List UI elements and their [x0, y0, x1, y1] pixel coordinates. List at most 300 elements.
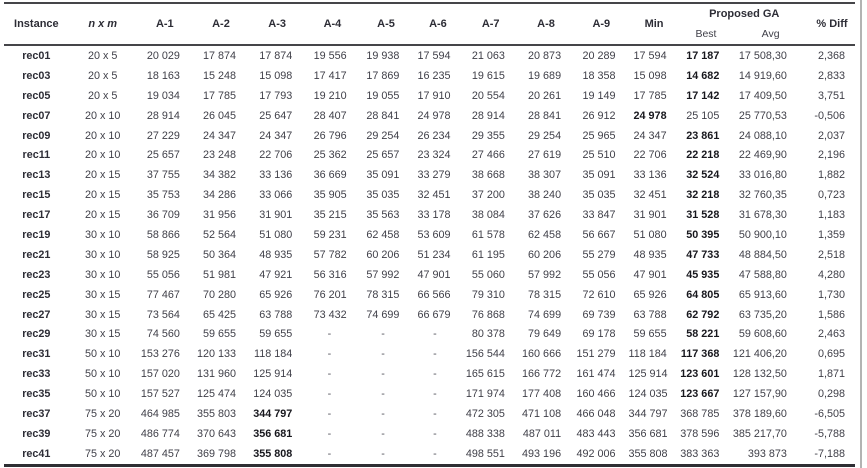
cell-min: 15 098: [633, 69, 667, 82]
cell-a6: -: [433, 447, 437, 460]
cell-min: 32 451: [633, 189, 667, 202]
cell-a9: 69 739: [582, 308, 616, 321]
cell-a2: 52 564: [203, 228, 237, 241]
cell-ga-best: 17 187: [686, 49, 720, 62]
cell-instance: rec35: [22, 388, 51, 401]
cell-a4: -: [327, 328, 332, 341]
cell-size: 30 x 10: [85, 248, 121, 261]
cell-percent-diff: 3,751: [817, 89, 845, 102]
cell-instance: rec05: [22, 89, 51, 102]
cell-instance: rec33: [22, 368, 51, 381]
table-row: [4, 225, 855, 245]
cell-a4: -: [327, 368, 332, 381]
cell-ga-avg: 47 588,80: [738, 268, 787, 281]
col-header-a9: A-9: [592, 18, 611, 30]
cell-size: 75 x 20: [85, 427, 121, 440]
cell-a6: -: [433, 388, 437, 401]
cell-a8: 78 315: [528, 288, 562, 301]
cell-a6: 53 609: [417, 228, 451, 241]
cell-percent-diff: 0,298: [817, 388, 845, 401]
cell-a7: 472 305: [465, 407, 505, 420]
cell-instance: rec11: [22, 149, 51, 162]
cell-a7: 21 063: [471, 49, 505, 62]
cell-a7: 488 338: [465, 427, 505, 440]
cell-a5: -: [381, 388, 385, 401]
cell-min: 17 594: [633, 49, 667, 62]
cell-ga-avg: 32 760,35: [738, 189, 787, 202]
cell-a8: 38 240: [528, 189, 562, 202]
cell-ga-best: 368 785: [680, 407, 720, 420]
cell-a3: 65 926: [259, 288, 293, 301]
cell-a8: 38 307: [528, 169, 562, 182]
cell-percent-diff: 1,586: [817, 308, 845, 321]
cell-instance: rec09: [22, 129, 51, 142]
cell-a9: 55 279: [582, 248, 616, 261]
col-header-best: Best: [695, 28, 717, 40]
cell-min: 344 797: [628, 407, 668, 420]
cell-a2: 17 785: [203, 89, 237, 102]
cell-instance: rec19: [22, 228, 51, 241]
cell-a7: 55 060: [471, 268, 505, 281]
benchmark-comparison-table: [4, 2, 855, 467]
cell-a6: 32 451: [417, 189, 451, 202]
cell-instance: rec31: [22, 348, 51, 361]
cell-a8: 493 196: [522, 447, 562, 460]
cell-a5: -: [381, 368, 385, 381]
cell-percent-diff: -6,505: [814, 407, 845, 420]
cell-a1: 28 914: [146, 109, 180, 122]
table-row: [4, 66, 855, 86]
cell-instance: rec29: [22, 328, 51, 341]
cell-min: 22 706: [633, 149, 667, 162]
cell-ga-best: 47 733: [686, 248, 720, 261]
cell-a6: -: [433, 407, 437, 420]
table-row: [4, 86, 855, 106]
cell-a9: 161 474: [576, 368, 616, 381]
cell-a5: 17 869: [366, 69, 400, 82]
cell-a8: 37 626: [528, 209, 562, 222]
cell-a4: 35 905: [313, 189, 347, 202]
table-row: [4, 185, 855, 205]
cell-a1: 58 866: [146, 228, 180, 241]
cell-min: 118 184: [628, 348, 667, 361]
cell-a9: 25 510: [582, 149, 616, 162]
cell-ga-avg: 25 770,53: [738, 109, 787, 122]
cell-percent-diff: 0,723: [817, 189, 845, 202]
table-row: [4, 424, 855, 444]
cell-percent-diff: -0,506: [814, 109, 845, 122]
cell-a5: -: [381, 407, 385, 420]
cell-min: 33 136: [633, 169, 667, 182]
table-row: [4, 205, 855, 225]
cell-a4: 57 782: [313, 248, 347, 261]
cell-instance: rec27: [22, 308, 51, 321]
cell-ga-best: 32 524: [686, 169, 720, 182]
cell-ga-best: 383 363: [680, 447, 720, 460]
table-row: [4, 305, 855, 325]
cell-a2: 70 280: [203, 288, 237, 301]
cell-a7: 37 200: [471, 189, 505, 202]
cell-ga-avg: 393 873: [747, 447, 787, 460]
cell-a9: 72 610: [582, 288, 616, 301]
cell-min: 24 347: [633, 129, 667, 142]
table-row: [4, 285, 855, 305]
cell-ga-best: 14 682: [686, 69, 720, 82]
cell-a5: -: [381, 447, 385, 460]
cell-a8: 60 206: [528, 248, 562, 261]
cell-a6: 47 901: [417, 268, 451, 281]
cell-ga-best: 50 395: [686, 228, 720, 241]
cell-a1: 19 034: [146, 89, 180, 102]
cell-a5: 35 091: [366, 169, 400, 182]
cell-ga-best: 45 935: [686, 268, 720, 281]
col-header-size: n x m: [88, 18, 118, 30]
cell-percent-diff: 1,871: [817, 368, 845, 381]
cell-ga-best: 22 218: [686, 149, 720, 162]
cell-a1: 77 467: [146, 288, 180, 301]
cell-a2: 131 960: [197, 368, 237, 381]
table-row: [4, 404, 855, 424]
col-header-proposed-ga: Proposed GA: [709, 8, 780, 20]
cell-a4: -: [327, 348, 332, 361]
col-header-a3: A-3: [268, 18, 286, 30]
cell-min: 17 785: [633, 89, 667, 102]
col-header-a2: A-2: [212, 18, 230, 30]
cell-ga-best: 123 667: [680, 388, 720, 401]
cell-a4: 28 407: [313, 109, 347, 122]
cell-ga-avg: 385 217,70: [732, 427, 787, 440]
cell-a3: 15 098: [259, 69, 293, 82]
cell-ga-avg: 50 900,10: [738, 228, 787, 241]
table-row: [4, 444, 855, 465]
cell-size: 30 x 10: [85, 268, 121, 281]
cell-a8: 177 408: [522, 388, 562, 401]
cell-a6: 33 178: [417, 209, 451, 222]
cell-a2: 24 347: [203, 129, 237, 142]
col-header-a1: A-1: [155, 18, 174, 30]
cell-a7: 27 466: [471, 149, 505, 162]
cell-ga-best: 58 221: [686, 328, 720, 341]
cell-size: 20 x 5: [88, 69, 118, 82]
cell-percent-diff: 2,368: [817, 49, 845, 62]
cell-ga-avg: 127 157,90: [732, 388, 787, 401]
table-row: [4, 364, 855, 384]
cell-a5: 19 938: [366, 49, 400, 62]
cell-a6: -: [433, 328, 437, 341]
cell-ga-best: 23 861: [686, 129, 720, 142]
cell-instance: rec23: [22, 268, 51, 281]
cell-a5: 74 699: [366, 308, 400, 321]
cell-a5: -: [381, 328, 385, 341]
cell-min: 24 978: [633, 109, 667, 122]
table-row: [4, 165, 855, 185]
cell-a3: 63 788: [259, 308, 293, 321]
cell-instance: rec39: [22, 427, 51, 440]
cell-ga-avg: 33 016,80: [738, 169, 787, 182]
cell-a9: 20 289: [582, 49, 616, 62]
table-row: [4, 245, 855, 265]
table-row: [4, 145, 855, 165]
cell-min: 59 655: [633, 328, 667, 341]
cell-a1: 55 056: [146, 268, 180, 281]
cell-a2: 15 248: [203, 69, 237, 82]
cell-a7: 76 868: [471, 308, 505, 321]
cell-a7: 80 378: [471, 328, 505, 341]
cell-a4: 36 669: [313, 169, 347, 182]
cell-a5: 25 657: [366, 149, 400, 162]
cell-a7: 156 544: [465, 348, 505, 361]
cell-a9: 19 149: [582, 89, 616, 102]
cell-percent-diff: 2,463: [817, 328, 845, 341]
cell-min: 31 901: [633, 209, 667, 222]
cell-a6: -: [433, 427, 437, 440]
cell-a7: 171 974: [465, 388, 505, 401]
cell-percent-diff: 1,882: [817, 169, 845, 182]
cell-a4: 73 432: [313, 308, 347, 321]
table-row: [4, 126, 855, 146]
cell-a9: 466 048: [576, 407, 616, 420]
cell-a8: 19 689: [528, 69, 562, 82]
cell-size: 30 x 15: [85, 288, 121, 301]
cell-ga-avg: 22 469,90: [738, 149, 787, 162]
cell-a4: -: [327, 407, 332, 420]
cell-a6: 26 234: [417, 129, 451, 142]
cell-min: 47 901: [633, 268, 667, 281]
cell-a6: 24 978: [417, 109, 451, 122]
cell-a9: 492 006: [576, 447, 616, 460]
cell-size: 20 x 15: [85, 209, 121, 222]
cell-a2: 120 133: [197, 348, 237, 361]
cell-size: 50 x 10: [85, 388, 121, 401]
cell-size: 20 x 15: [85, 189, 121, 202]
cell-a8: 471 108: [522, 407, 562, 420]
cell-percent-diff: 1,359: [817, 228, 845, 241]
cell-a4: 19 210: [313, 89, 347, 102]
cell-a3: 17 874: [259, 49, 293, 62]
cell-a6: 17 910: [417, 89, 451, 102]
cell-a4: -: [327, 388, 332, 401]
cell-a2: 369 798: [197, 447, 237, 460]
cell-a2: 125 474: [197, 388, 237, 401]
results-table: [4, 2, 855, 467]
cell-a3: 47 921: [259, 268, 293, 281]
cell-a3: 118 184: [253, 348, 293, 361]
cell-a8: 166 772: [522, 368, 562, 381]
cell-instance: rec21: [22, 248, 51, 261]
cell-ga-avg: 48 884,50: [738, 248, 787, 261]
cell-ga-avg: 17 409,50: [738, 89, 787, 102]
cell-a8: 20 873: [528, 49, 562, 62]
cell-min: 125 914: [628, 368, 668, 381]
cell-a6: 16 235: [417, 69, 451, 82]
cell-a9: 69 178: [582, 328, 616, 341]
cell-a1: 25 657: [146, 149, 180, 162]
cell-a3: 125 914: [253, 368, 293, 381]
cell-ga-best: 62 792: [686, 308, 720, 321]
cell-a9: 33 847: [582, 209, 616, 222]
cell-a2: 370 643: [197, 427, 237, 440]
cell-size: 30 x 10: [85, 228, 121, 241]
cell-min: 124 035: [628, 388, 668, 401]
cell-ga-best: 32 218: [686, 189, 720, 202]
table-row: [4, 344, 855, 364]
cell-a4: 35 215: [313, 209, 347, 222]
cell-instance: rec37: [22, 407, 51, 420]
cell-a9: 35 091: [582, 169, 616, 182]
cell-size: 20 x 10: [85, 129, 121, 142]
cell-a2: 59 655: [203, 328, 237, 341]
cell-percent-diff: 0,695: [817, 348, 845, 361]
cell-a9: 160 466: [576, 388, 616, 401]
cell-a1: 74 560: [146, 328, 180, 341]
cell-percent-diff: -5,788: [814, 427, 845, 440]
cell-a9: 18 358: [582, 69, 616, 82]
cell-a2: 34 286: [203, 189, 237, 202]
cell-ga-best: 123 601: [680, 368, 720, 381]
cell-size: 30 x 15: [85, 328, 121, 341]
cell-a5: 62 458: [366, 228, 400, 241]
cell-a7: 28 914: [471, 109, 505, 122]
table-row: [4, 324, 855, 344]
cell-a6: 66 566: [417, 288, 451, 301]
cell-a8: 79 649: [528, 328, 562, 341]
cell-min: 65 926: [633, 288, 667, 301]
cell-a6: 51 234: [417, 248, 451, 261]
cell-a3: 33 066: [259, 189, 293, 202]
cell-a3: 51 080: [259, 228, 293, 241]
cell-size: 20 x 5: [88, 49, 118, 62]
cell-a4: 76 201: [313, 288, 347, 301]
cell-a1: 157 020: [140, 368, 180, 381]
cell-a5: -: [381, 348, 385, 361]
cell-ga-avg: 59 608,60: [738, 328, 787, 341]
cell-a7: 29 355: [471, 129, 505, 142]
cell-a1: 73 564: [146, 308, 180, 321]
cell-size: 75 x 20: [85, 447, 121, 460]
cell-a5: -: [381, 427, 385, 440]
cell-a9: 151 279: [576, 348, 616, 361]
cell-a9: 25 965: [582, 129, 616, 142]
cell-instance: rec17: [22, 209, 51, 222]
cell-a4: 56 316: [313, 268, 347, 281]
cell-a8: 29 254: [528, 129, 562, 142]
col-header-a8: A-8: [537, 18, 555, 30]
cell-a8: 487 011: [522, 427, 562, 440]
cell-percent-diff: 1,183: [817, 209, 845, 222]
cell-a5: 60 206: [366, 248, 400, 261]
cell-ga-best: 64 805: [686, 288, 720, 301]
cell-a3: 25 647: [259, 109, 293, 122]
cell-a3: 356 681: [253, 427, 293, 440]
col-header-a6: A-6: [429, 18, 447, 30]
cell-a6: -: [433, 368, 437, 381]
cell-ga-avg: 128 132,50: [732, 368, 787, 381]
cell-a2: 26 045: [203, 109, 237, 122]
cell-a1: 153 276: [140, 348, 180, 361]
cell-min: 355 808: [628, 447, 668, 460]
cell-instance: rec25: [22, 288, 51, 301]
cell-size: 20 x 10: [85, 149, 121, 162]
col-header-a7: A-7: [481, 18, 500, 30]
cell-size: 75 x 20: [85, 407, 121, 420]
cell-ga-best: 31 528: [686, 209, 720, 222]
cell-a8: 57 992: [528, 268, 562, 281]
cell-ga-best: 25 105: [686, 109, 720, 122]
cell-percent-diff: 2,196: [817, 149, 845, 162]
cell-a6: 66 679: [417, 308, 451, 321]
cell-ga-avg: 65 913,60: [738, 288, 787, 301]
cell-a9: 35 035: [582, 189, 616, 202]
cell-a5: 35 563: [366, 209, 400, 222]
cell-a2: 65 425: [203, 308, 237, 321]
cell-ga-avg: 31 678,30: [738, 209, 787, 222]
cell-ga-best: 378 596: [680, 427, 720, 440]
col-header-a5: A-5: [377, 18, 395, 30]
cell-a5: 19 055: [366, 89, 400, 102]
cell-percent-diff: -7,188: [814, 447, 845, 460]
cell-a1: 37 755: [146, 169, 180, 182]
cell-min: 356 681: [628, 427, 668, 440]
cell-a3: 33 136: [259, 169, 293, 182]
cell-a3: 22 706: [259, 149, 293, 162]
cell-a7: 20 554: [471, 89, 505, 102]
cell-a3: 31 901: [259, 209, 293, 222]
cell-a7: 498 551: [465, 447, 505, 460]
cell-size: 20 x 5: [88, 89, 118, 102]
cell-a3: 17 793: [259, 89, 293, 102]
cell-percent-diff: 1,730: [817, 288, 845, 301]
col-header-instance: Instance: [14, 18, 59, 30]
cell-a1: 157 527: [140, 388, 180, 401]
cell-size: 20 x 15: [85, 169, 121, 182]
cell-a1: 464 985: [140, 407, 180, 420]
cell-min: 51 080: [633, 228, 667, 241]
cell-a9: 55 056: [582, 268, 616, 281]
table-header: [4, 3, 855, 45]
col-header-min: Min: [644, 18, 664, 30]
cell-a4: 26 796: [313, 129, 347, 142]
cell-min: 48 935: [633, 248, 667, 261]
cell-instance: rec15: [22, 189, 51, 202]
cell-a4: 17 417: [313, 69, 347, 82]
col-header-avg: Avg: [761, 28, 780, 40]
cell-instance: rec01: [22, 49, 51, 62]
cell-a1: 58 925: [146, 248, 180, 261]
cell-percent-diff: 4,280: [817, 268, 845, 281]
cell-a9: 483 443: [576, 427, 616, 440]
cell-a3: 124 035: [253, 388, 293, 401]
cell-a8: 160 666: [522, 348, 562, 361]
cell-a4: -: [327, 447, 332, 460]
cell-a1: 35 753: [146, 189, 180, 202]
table-row: [4, 45, 855, 66]
cell-a8: 74 699: [528, 308, 562, 321]
cell-size: 20 x 10: [85, 109, 121, 122]
cell-a3: 344 797: [253, 407, 293, 420]
cell-a2: 31 956: [203, 209, 237, 222]
cell-a2: 51 981: [203, 268, 237, 281]
cell-a2: 23 248: [203, 149, 237, 162]
cell-a7: 165 615: [465, 368, 505, 381]
cell-instance: rec07: [22, 109, 51, 122]
col-header-diff: % Diff: [816, 18, 848, 30]
cell-a9: 26 912: [582, 109, 616, 122]
cell-a7: 38 668: [471, 169, 505, 182]
cell-a7: 79 310: [471, 288, 505, 301]
cell-a5: 57 992: [366, 268, 400, 281]
page-edge-line: [860, 0, 862, 468]
cell-a2: 17 874: [203, 49, 237, 62]
